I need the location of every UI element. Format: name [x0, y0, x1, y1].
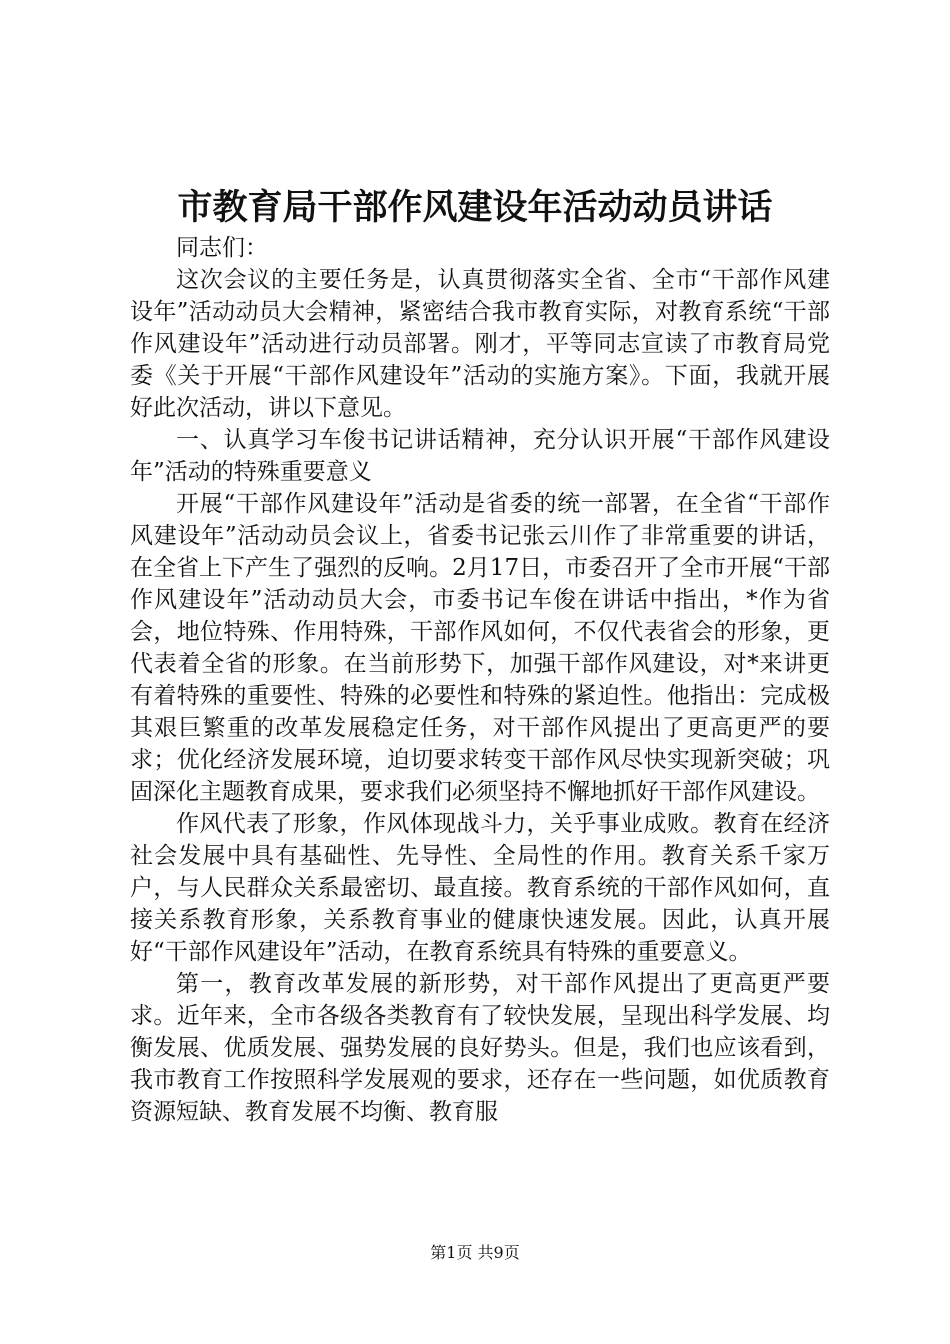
body-paragraph: 作风代表了形象，作风体现战斗力，关乎事业成败。教育在经济社会发展中具有基础性、先导性、全局性的作用。教育关系千家万户，与人民群众关系最密切、最直接。教育系统的干部作风如何，直接关系教育形象，关系教育事业的健康快速发展。因此，认真开展好“干部作风建设年”活动，在教育系统具有特殊的重要意义。 — [130, 811, 830, 965]
body-paragraph: 这次会议的主要任务是，认真贯彻落实全省、全市“干部作风建设年”活动动员大会精神，紧密结合我市教育实际，对教育系统“干部作风建设年”活动进行动员部署。刚才，平等同志宣读了市教育局党委《关于开展“干部作风建设年”活动的实施方案》。下面，我就开展好此次活动，讲以下意见。 — [130, 267, 830, 421]
document-body — [130, 232, 830, 1128]
body-paragraph: 开展“干部作风建设年”活动是省委的统一部署，在全省“干部作风建设年”活动动员会议上，省委书记张云川作了非常重要的讲话，在全省上下产生了强烈的反响。2月17日，市委召开了全市开展“干部作风建设年”活动动员大会，市委书记车俊在讲话中指出，*作为省会，地位特殊、作用特殊，干部作风如何，不仅代表省会的形象，更代表着全省的形象。在当前形势下，加强干部作风建设，对*来讲更有着特殊的重要性、特殊的必要性和特殊的紧迫性。他指出：完成极其艰巨繁重的改革发展稳定任务，对干部作风提出了更高更严的要求；优化经济发展环境，迫切要求转变干部作风尽快实现新突破；巩固深化主题教育成果，要求我们必须坚持不懈地抓好干部作风建设。 — [130, 491, 830, 805]
salutation: 同志们： — [176, 235, 268, 261]
section-heading: 一、认真学习车俊书记讲话精神，充分认识开展“干部作风建设年”活动的特殊重要意义 — [130, 427, 830, 485]
page-footer: 第1页 共9页 — [430, 1243, 520, 1262]
document-title: 市教育局干部作风建设年活动动员讲话 — [177, 187, 773, 228]
body-paragraph: 第一，教育改革发展的新形势，对干部作风提出了更高更严要求。近年来，全市各级各类教育有了较快发展，呈现出科学发展、均衡发展、优质发展、强势发展的良好势头。但是，我们也应该看到，我市教育工作按照科学发展观的要求，还存在一些问题，如优质教育资源短缺、教育发展不均衡、教育服 — [130, 971, 830, 1125]
